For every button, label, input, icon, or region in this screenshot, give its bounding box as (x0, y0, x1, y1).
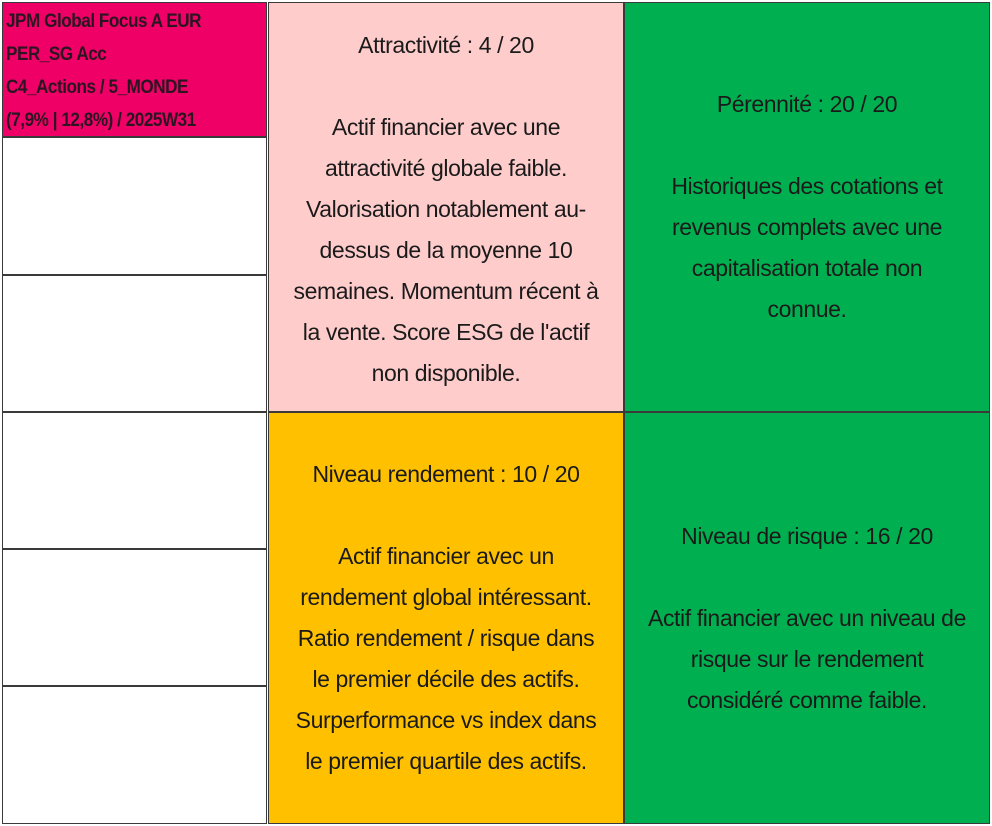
empty-cell-5 (2, 686, 267, 824)
rendement-description: Actif financier avec un rendement global intéressant. Ratio rendement / risque dans le premier décile des actifs. Surperformance vs index dans le premier quartile des actifs. (295, 543, 597, 774)
empty-cell-3 (2, 412, 267, 549)
asset-performance-line: (7,9% | 12,8%) / 2025W31 (6, 110, 196, 131)
attractivite-score: Attractivité : 4 / 20 (358, 32, 534, 58)
risque-score: Niveau de risque : 16 / 20 (681, 522, 933, 549)
asset-category-line: C4_Actions / 5_MONDE (6, 77, 189, 98)
perennite-description: Historiques des cotations et revenus complets avec une capitalisation totale non connue. (671, 173, 943, 322)
asset-header-cell (2, 2, 267, 137)
asset-name-line-2: PER_SG Acc (6, 44, 107, 65)
asset-name-line-1: JPM Global Focus A EUR (6, 11, 202, 32)
attractivite-description: Actif financier avec une attractivité globale faible. Valorisation notablement au- dessus de la moyenne 10 semaines. Momentum récent à la vente. Score ESG de l'actif non disponible. (293, 114, 599, 386)
perennite-score: Pérennité : 20 / 20 (716, 91, 898, 117)
rendement-panel (268, 412, 624, 824)
risque-description: Actif financier avec un niveau de risque sur le rendement considéré comme faible. (648, 604, 966, 713)
attractivite-panel (268, 2, 624, 412)
rendement-score: Niveau rendement : 10 / 20 (312, 461, 580, 487)
perennite-panel (624, 2, 990, 412)
empty-cell-1 (2, 137, 267, 275)
risque-panel (624, 412, 990, 824)
empty-cell-2 (2, 275, 267, 412)
empty-cell-4 (2, 549, 267, 686)
